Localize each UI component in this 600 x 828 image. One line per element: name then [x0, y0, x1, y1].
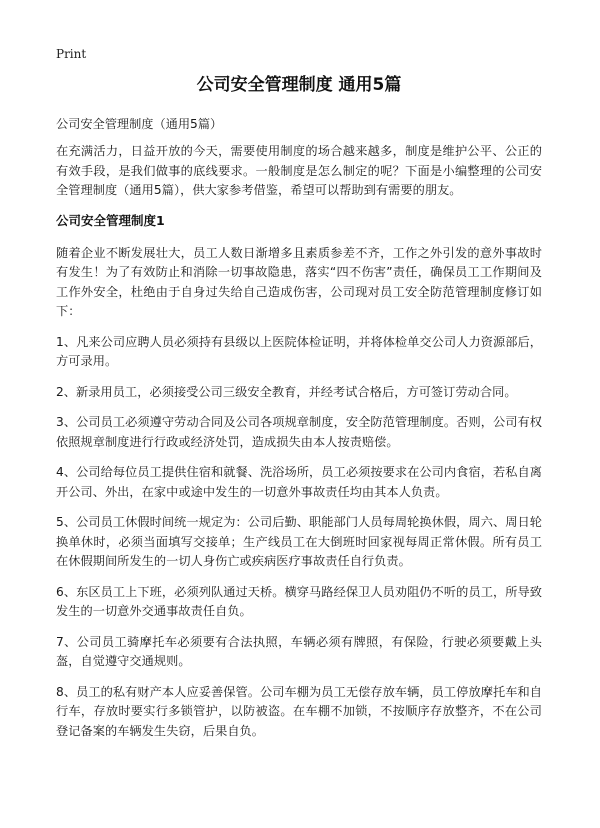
list-item: 2、新录用员工，必须接受公司三级安全教育，并经考试合格后，方可签订劳动合同。 [56, 384, 517, 399]
page-title: 公司安全管理制度 通用5篇 [196, 75, 402, 95]
intro-paragraph: 在充满活力，日益开放的今天，需要使用制度的场合越来越多，制度是维护公平、公正的有效手段，是我们做事的底线要求。一般制度是怎么制定的呢？下面是小编整理的公司安全管理制度（通用5篇），供大家参考借鉴，希望可以帮助到有需要的朋友。 [56, 144, 542, 197]
section-heading: 公司安全管理制度1 [56, 212, 165, 228]
list-item: 1、凡来公司应聘人员必须持有县级以上医院体检证明，并将体检单交公司人力资源部后，方可录用。 [56, 334, 542, 368]
list-item: 6、东区员工上下班，必须列队通过天桥。横穿马路经保卫人员劝阻仍不听的员工，所导致发生的一切意外交通事故责任自负。 [56, 584, 542, 618]
list-item: 5、公司员工休假时间统一规定为：公司后勤、职能部门人员每周轮换休假，周六、周日轮换单休时，必须当面填写交接单；生产线员工在大倒班时回家视每周正常休假。所有员工在休假期间所发生的一切人身伤亡或疾病医疗事故责任自行负责。 [56, 515, 542, 568]
list-item: 8、员工的私有财产本人应妥善保管。公司车棚为员工无偿存放车辆，员工停放摩托车和自行车，存放时要实行多锁管护，以防被盗。在车棚不加锁，不按顺序存放整齐，不在公司登记备案的车辆发生失窃，后果自负。 [56, 684, 542, 738]
section-lead-paragraph: 随着企业不断发展壮大，员工人数日渐增多且素质参差不齐，工作之外引发的意外事故时有发生！为了有效防止和消除一切事故隐患，落实“四不伤害”责任，确保员工工作期间及工作外安全，杜绝由于自身过失给自己造成伤害，公司现对员工安全防范管理制度修订如下： [56, 245, 542, 318]
print-link[interactable]: Print [56, 47, 87, 61]
document-subtitle: 公司安全管理制度（通用5篇） [56, 117, 223, 131]
list-item: 7、公司员工骑摩托车必须要有合法执照，车辆必须有牌照，有保险，行驶必须要戴上头盔，自觉遵守交通规则。 [56, 634, 542, 668]
list-item: 4、公司给每位员工提供住宿和就餐、洗浴场所，员工必须按要求在公司内食宿，若私自离开公司、外出，在家中或途中发生的一切意外事故责任均由其本人负责。 [56, 465, 542, 499]
rules-list [56, 333, 542, 742]
list-item: 3、公司员工必须遵守劳动合同及公司各项规章制度，安全防范管理制度。否则，公司有权依照规章制度进行行政或经济处罚，造成损失由本人按责赔偿。 [56, 415, 542, 449]
